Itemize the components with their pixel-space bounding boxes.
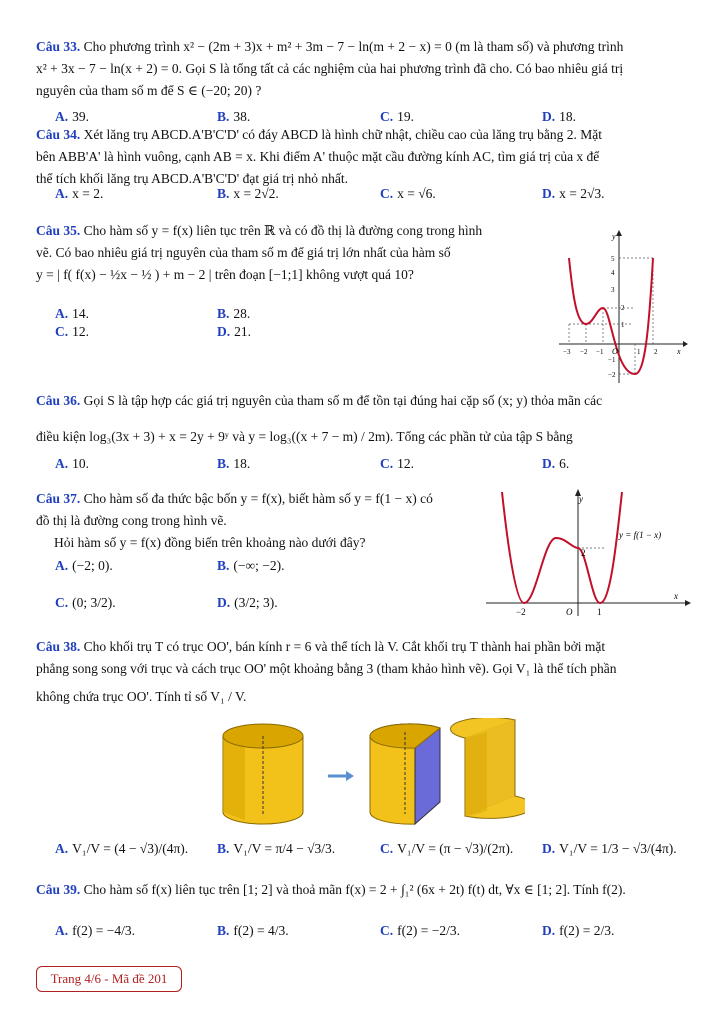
option-letter: D. (542, 841, 556, 856)
options-35a (55, 305, 455, 323)
options-37b (55, 594, 455, 612)
option-text: 12. (397, 456, 414, 471)
question-text: Cho hàm số y = f(x) liên tục trên ℝ và có đồ thị là đường cong trong hình (83, 223, 483, 238)
option-letter: B. (217, 306, 230, 321)
x-axis-arrow (685, 600, 691, 606)
option-text: (−∞; −2). (233, 558, 285, 573)
question-text: phẳng song song với trục và cách trục OO' một khoảng bằng 3 (tham khảo hình vẽ). Gọi V₁ là thể tích phần (36, 661, 617, 676)
question-text: đồ thị là đường cong trong hình vẽ. (36, 513, 227, 528)
graph-37 (486, 488, 692, 620)
question-37 (36, 488, 476, 554)
x-tick-label: −1 (596, 348, 604, 356)
x-tick-label: 2 (654, 348, 658, 356)
graph-35 (553, 228, 688, 388)
y-tick-label: −1 (608, 356, 616, 364)
y-tick-label: 3 (611, 286, 615, 294)
x-axis-label: x (677, 347, 681, 356)
option-text: f(2) = 4/3. (233, 923, 289, 938)
option-text: f(2) = −2/3. (397, 923, 460, 938)
curve-f-1-minus-x (502, 492, 622, 603)
option-text: x = √6. (397, 186, 436, 201)
x-axis-label: x (674, 591, 678, 601)
question-text: x² + 3x − 7 − ln(x + 2) = 0. Gọi S là tổng tất cả các nghiệm của hai phương trình đã cho. Có bao nhiêu giá trị (36, 61, 624, 76)
option-text: V₁/V = π/4 − √3/3. (233, 841, 336, 856)
y-tick-label: 1 (621, 321, 625, 329)
question-39 (36, 879, 691, 901)
x-tick-label: 1 (637, 348, 641, 356)
question-label: Câu 39. (36, 882, 81, 897)
question-text: Cho hàm số đa thức bậc bốn y = f(x), biết hàm số y = f(1 − x) có (83, 491, 433, 506)
option-letter: B. (217, 109, 230, 124)
option-letter: D. (542, 109, 556, 124)
origin-label: O (566, 607, 573, 617)
question-label: Câu 36. (36, 393, 81, 408)
option-letter: A. (55, 186, 69, 201)
y-axis-label: y (612, 232, 616, 241)
option-letter: D. (542, 456, 556, 471)
x-tick-label: −2 (516, 607, 526, 617)
options-34 (55, 185, 695, 203)
option-letter: B. (217, 186, 230, 201)
question-text: vẽ. Có bao nhiêu giá trị nguyên của tham số m để giá trị lớn nhất của hàm số (36, 245, 451, 260)
cylinder-illustration (215, 718, 525, 830)
option-letter: A. (55, 109, 69, 124)
option-letter: A. (55, 923, 69, 938)
question-label: Câu 38. (36, 639, 81, 654)
option-text: (3/2; 3). (234, 595, 278, 610)
option-text: x = 2. (72, 186, 104, 201)
question-35 (36, 220, 546, 286)
option-letter: D. (217, 595, 231, 610)
question-label: Câu 34. (36, 127, 81, 142)
option-letter: D. (217, 324, 231, 339)
question-text: thể tích khối lăng trụ ABCD.A'B'C'D' đạt giá trị nhỏ nhất. (36, 171, 348, 186)
y-axis-label: y (579, 494, 583, 504)
options-37a (55, 557, 455, 575)
option-text: 19. (397, 109, 414, 124)
option-letter: D. (542, 923, 556, 938)
question-38 (36, 636, 691, 708)
question-text: y = | f( f(x) − ½x − ½ ) + m − 2 | trên đoạn [−1;1] không vượt quá 10? (36, 267, 414, 282)
option-letter: B. (217, 923, 230, 938)
option-text: 14. (72, 306, 89, 321)
question-label: Câu 35. (36, 223, 81, 238)
question-33 (36, 36, 691, 102)
question-text: Hỏi hàm số y = f(x) đồng biến trên khoảng nào dưới đây? (54, 535, 366, 550)
option-text: V₁/V = 1/3 − √3/(4π). (559, 841, 677, 856)
option-letter: B. (217, 841, 230, 856)
option-text: 18. (233, 456, 251, 471)
option-letter: D. (542, 186, 556, 201)
question-text: Xét lăng trụ ABCD.A'B'C'D' có đáy ABCD là hình chữ nhật, chiều cao của lăng trụ bằng 2. Mặt (83, 127, 602, 142)
option-text: 21. (234, 324, 251, 339)
option-text: 28. (233, 306, 251, 321)
question-text: Cho khối trụ T có trục OO', bán kính r = 6 và thể tích là V. Cắt khối trụ T thành hai phần bởi mặt (83, 639, 606, 654)
origin-label: O (612, 347, 618, 356)
question-text: Cho hàm số f(x) liên tục trên [1; 2] và thoả mãn f(x) = 2 + ∫₁² (6x + 2t) f(t) dt, ∀x ∈ [1; 2]. Tính f(2). (83, 882, 626, 897)
option-letter: B. (217, 456, 230, 471)
option-text: (0; 3/2). (72, 595, 116, 610)
whole-cylinder (223, 724, 303, 824)
arrow-head (346, 771, 354, 781)
option-letter: A. (55, 558, 69, 573)
question-text: bên ABB'A' là hình vuông, cạnh AB = x. Khi điểm A' thuộc mặt cầu đường kính AC, tìm giá trị của x để (36, 149, 600, 164)
x-axis-arrow (683, 341, 688, 347)
option-letter: A. (55, 456, 69, 471)
options-35b (55, 323, 455, 341)
page-footer: Trang 4/6 - Mã đề 201 (36, 966, 182, 992)
option-text: f(2) = −4/3. (72, 923, 135, 938)
option-letter: A. (55, 306, 69, 321)
curve-label: y = f(1 − x) (619, 530, 662, 540)
y-tick-label: −2 (608, 371, 616, 379)
option-text: x = 2√3. (559, 186, 605, 201)
y-tick-label: 5 (611, 255, 615, 263)
option-text: 12. (72, 324, 89, 339)
option-text: 6. (559, 456, 570, 471)
cut-cylinder-main (370, 724, 440, 824)
option-letter: A. (55, 841, 69, 856)
question-text: Cho phương trình x² − (2m + 3)x + m² + 3m − 7 − ln(m + 2 − x) = 0 (m là tham số) và phương trình (83, 39, 624, 54)
y-tick-label: 2 (581, 548, 586, 558)
y-tick-label: 2 (621, 304, 625, 312)
question-text: nguyên của tham số m để S ∈ (−20; 20) ? (36, 83, 262, 98)
question-label: Câu 37. (36, 491, 81, 506)
cut-piece (451, 718, 525, 818)
option-letter: C. (380, 923, 394, 938)
question-34 (36, 124, 691, 190)
option-text: f(2) = 2/3. (559, 923, 615, 938)
question-text: điều kiện log₃(3x + 3) + x = 2y + 9ʸ và y = log₃((x + 7 − m) / 2m). Tổng các phần tử của tập S bằng (36, 429, 573, 444)
option-letter: C. (380, 841, 394, 856)
x-tick-label: −3 (563, 348, 571, 356)
option-text: 39. (72, 109, 89, 124)
option-text: 38. (233, 109, 251, 124)
question-36 (36, 390, 691, 448)
option-text: (−2; 0). (72, 558, 113, 573)
y-tick-label: 4 (611, 269, 615, 277)
y-axis-arrow (616, 230, 622, 236)
option-letter: C. (380, 109, 394, 124)
option-letter: B. (217, 558, 230, 573)
question-text: không chứa trục OO'. Tính tỉ số V₁ / V. (36, 689, 247, 704)
option-text: 18. (559, 109, 576, 124)
options-38 (55, 840, 695, 858)
options-36 (55, 455, 695, 473)
x-tick-label: −2 (580, 348, 588, 356)
option-letter: C. (380, 456, 394, 471)
x-tick-label: 1 (597, 607, 602, 617)
option-text: V₁/V = (4 − √3)/(4π). (72, 841, 189, 856)
option-letter: C. (380, 186, 394, 201)
option-letter: C. (55, 324, 69, 339)
options-39 (55, 922, 695, 940)
option-text: x = 2√2. (233, 186, 279, 201)
option-text: 10. (72, 456, 89, 471)
option-letter: C. (55, 595, 69, 610)
option-text: V₁/V = (π − √3)/(2π). (397, 841, 514, 856)
question-label: Câu 33. (36, 39, 81, 54)
question-text: Gọi S là tập hợp các giá trị nguyên của tham số m để tồn tại đúng hai cặp số (x; y) thỏa mãn các (83, 393, 603, 408)
